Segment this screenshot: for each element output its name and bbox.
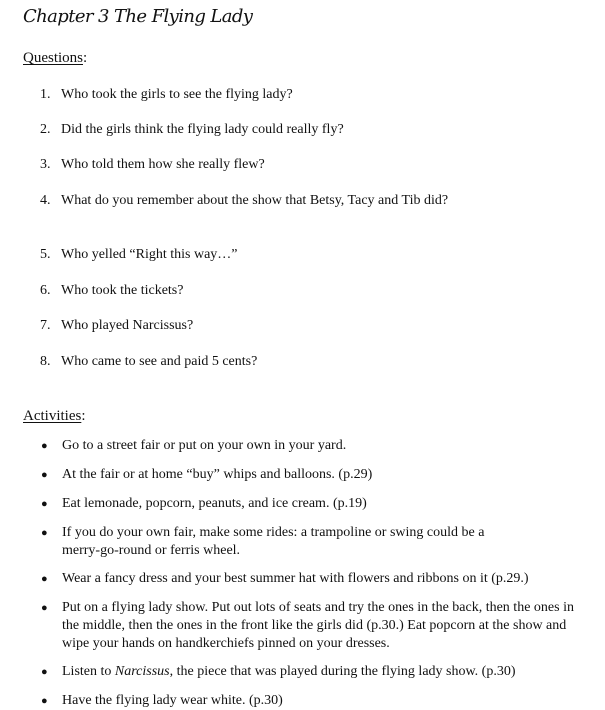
question-item: [40, 354, 257, 370]
activity-item: [40, 466, 580, 484]
activity-text: [62, 663, 580, 681]
bullet-icon: ●: [41, 602, 48, 614]
question-text: What do you remember about the show that Betsy, Tacy and Tib did?: [61, 193, 449, 208]
question-item: [40, 157, 265, 173]
question-item: [40, 318, 193, 334]
activity-text: Have the flying lady wear white. (p.30): [62, 693, 283, 708]
questions-heading: [23, 50, 87, 67]
activity-item: [40, 663, 580, 681]
question-text: Who took the tickets?: [61, 283, 184, 298]
activity-text: Wear a fancy dress and your best summer hat with flowers and ribbons on it (p.29.): [62, 571, 529, 586]
activity-item: [40, 692, 580, 710]
activity-text: If you do your own fair, make some rides: a trampoline or swing could be a merry-go-round or ferris wheel.: [62, 525, 485, 558]
question-item: [40, 193, 448, 209]
activity-text: Put on a flying lady show. Put out lots of seats and try the ones in the back, then the ones in the middle, then the ones in the front like the girls did (p.30.) Eat popcorn at the show and wipe your hands on handkerchiefs pinned on your dresses.: [62, 600, 574, 651]
activity-text: At the fair or at home “buy” whips and balloons. (p.29): [62, 467, 373, 482]
questions-heading-label: Questions: [23, 50, 83, 66]
activity-item: [40, 524, 500, 560]
activities-heading: [23, 408, 86, 425]
activity-item: [40, 495, 580, 513]
question-text: Who played Narcissus?: [61, 318, 194, 333]
activity-text-pre: Listen to: [62, 664, 115, 679]
chapter-title: Chapter 3 The Flying Lady: [23, 6, 253, 27]
activity-text: Eat lemonade, popcorn, peanuts, and ice cream. (p.19): [62, 496, 367, 511]
bullet-icon: ●: [41, 440, 48, 452]
question-number: 4.: [40, 193, 51, 208]
bullet-icon: ●: [41, 573, 48, 585]
question-text: Who told them how she really flew?: [61, 157, 265, 172]
bullet-icon: ●: [41, 498, 48, 510]
question-text: Who took the girls to see the flying lady?: [61, 87, 293, 102]
question-number: 1.: [40, 87, 51, 102]
activity-text-post: , the piece that was played during the flying lady show. (p.30): [169, 664, 516, 679]
activity-item: [40, 437, 580, 455]
activity-text: Go to a street fair or put on your own in your yard.: [62, 438, 347, 453]
question-number: 3.: [40, 157, 51, 172]
questions-heading-colon: :: [83, 50, 88, 66]
question-text: Did the girls think the flying lady could really fly?: [61, 122, 344, 137]
bullet-icon: ●: [41, 666, 48, 678]
question-number: 2.: [40, 122, 51, 137]
activities-heading-colon: :: [81, 408, 86, 424]
activity-item: [40, 599, 575, 653]
bullet-icon: ●: [41, 469, 48, 481]
activity-text-title: Narcissus: [114, 664, 170, 679]
question-item: [40, 283, 183, 299]
bullet-icon: ●: [41, 527, 48, 539]
question-number: 8.: [40, 354, 51, 369]
question-text: Who yelled “Right this way…”: [61, 247, 238, 262]
activity-item: [40, 570, 580, 588]
question-item: [40, 122, 344, 138]
activities-heading-label: Activities: [23, 408, 82, 424]
question-text: Who came to see and paid 5 cents?: [61, 354, 258, 369]
question-number: 5.: [40, 247, 51, 262]
question-number: 6.: [40, 283, 51, 298]
bullet-icon: ●: [41, 695, 48, 707]
question-number: 7.: [40, 318, 51, 333]
question-item: [40, 87, 293, 103]
question-item: [40, 247, 238, 263]
